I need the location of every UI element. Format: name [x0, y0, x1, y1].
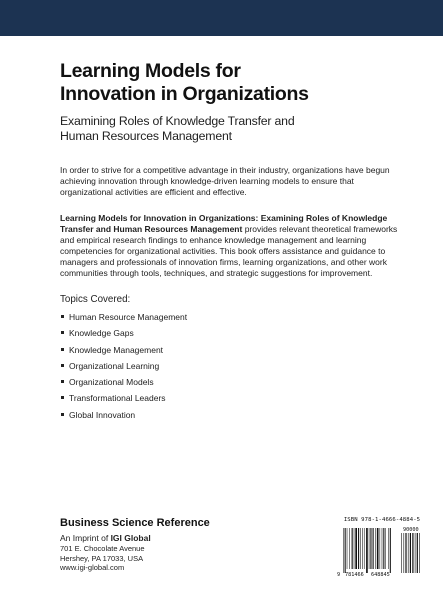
book-title-line2: Innovation in Organizations — [60, 83, 309, 105]
imprint-title: Business Science Reference — [60, 517, 210, 529]
barcode-bar — [377, 528, 379, 569]
bullet-icon — [61, 380, 64, 383]
barcode-bar — [354, 528, 355, 569]
topic-label: Knowledge Management — [69, 344, 164, 355]
barcode-bar — [343, 528, 344, 573]
barcode-bar — [364, 528, 365, 569]
list-item — [60, 345, 400, 355]
barcode-bar — [352, 528, 353, 569]
addon-bar — [415, 533, 416, 573]
ean-first-digit: 9 — [337, 572, 341, 578]
ean-left-digits: 781466 — [345, 572, 364, 578]
barcode-bar — [360, 528, 361, 569]
topic-label: Human Resource Management — [69, 312, 188, 322]
isbn-label: ISBN 978-1-4666-4884-5 — [343, 517, 421, 523]
bullet-icon — [61, 396, 64, 399]
barcode-bar — [383, 528, 384, 569]
ean-right-digits: 648845 — [371, 572, 390, 578]
top-color-band — [0, 0, 443, 36]
description-bold-title: Learning Models for Innovation in Organizations: Examining Roles of Knowledge Transfer and Human Resources Management — [60, 213, 388, 234]
book-title — [60, 60, 400, 106]
back-cover-content — [60, 60, 400, 426]
bullet-icon — [61, 348, 64, 351]
addon-bar — [404, 533, 405, 573]
addon-bar — [419, 533, 420, 573]
topic-label: Global Innovation — [69, 409, 136, 420]
book-subtitle — [60, 114, 400, 144]
bullet-icon — [61, 413, 64, 416]
isbn-barcode — [335, 517, 429, 577]
barcode-bar — [385, 528, 386, 569]
publisher-website: www.igi-global.com — [60, 563, 125, 573]
list-item — [60, 312, 400, 322]
topics-list — [60, 312, 400, 420]
list-item — [60, 377, 400, 387]
addon-bar — [412, 533, 413, 573]
addon-bar — [417, 533, 418, 573]
book-subtitle-line1: Examining Roles of Knowledge Transfer and — [60, 114, 295, 128]
barcode-bar — [369, 528, 370, 569]
topic-label: Knowledge Gaps — [69, 328, 134, 339]
list-item — [60, 328, 400, 338]
addon-bar — [405, 533, 406, 573]
barcode-bar — [370, 528, 371, 569]
imprint-prefix: An Imprint of — [60, 533, 111, 543]
publisher-name: IGI Global — [110, 533, 151, 543]
bullet-icon — [61, 315, 64, 318]
addon-bar — [410, 533, 411, 573]
address-line1: 701 E. Chocolate Avenue — [60, 544, 145, 553]
barcode-icon — [335, 526, 429, 578]
barcode-bar — [349, 528, 350, 569]
barcode-bar — [390, 528, 391, 573]
barcode-bar — [375, 528, 376, 569]
book-subtitle-line2: Human Resources Management — [60, 129, 232, 143]
bullet-icon — [61, 364, 64, 367]
list-item — [60, 410, 400, 420]
barcode-bar — [380, 528, 381, 569]
addon-bar — [401, 533, 402, 573]
barcode-bars — [343, 528, 420, 573]
bullet-icon — [61, 331, 64, 334]
barcode-bar — [362, 528, 363, 569]
list-item — [60, 361, 400, 371]
topics-heading: Topics Covered: — [60, 294, 131, 305]
topic-label: Organizational Models — [69, 377, 154, 388]
publisher-imprint — [60, 516, 260, 573]
barcode-bar — [373, 528, 374, 569]
barcode-bar — [388, 528, 389, 569]
book-title-line1: Learning Models for — [60, 60, 241, 82]
list-item — [60, 393, 400, 403]
topic-label: Organizational Learning — [69, 360, 160, 371]
addon-digits: 90000 — [403, 527, 419, 533]
barcode-bar — [347, 528, 348, 569]
barcode-bar — [355, 528, 357, 569]
intro-paragraph: In order to strive for a competitive advantage in their industry, organizations have begun achieving innovation through knowledge-driven learning models to ensure that organizational activities are efficient and effective. — [60, 165, 390, 197]
barcode-bar — [358, 528, 359, 569]
address-line2: Hershey, PA 17033, USA — [60, 553, 144, 563]
description-text: provides relevant theoretical frameworks and empirical research findings to enhance knowledge management and learning competencies for organizational activities. This book offers assistance and guidance to managers and professionals of innovation firms, learning organizations, and other work communities through tools, techniques, and strategic suggestions for improvement. — [60, 224, 398, 278]
barcode-bar — [366, 528, 368, 573]
imprint-of-line — [60, 533, 260, 544]
barcode-bar — [382, 528, 383, 569]
description-paragraph — [60, 213, 400, 279]
topic-label: Transformational Leaders — [69, 393, 166, 404]
barcode-bar — [345, 528, 346, 573]
addon-bar — [408, 533, 409, 573]
